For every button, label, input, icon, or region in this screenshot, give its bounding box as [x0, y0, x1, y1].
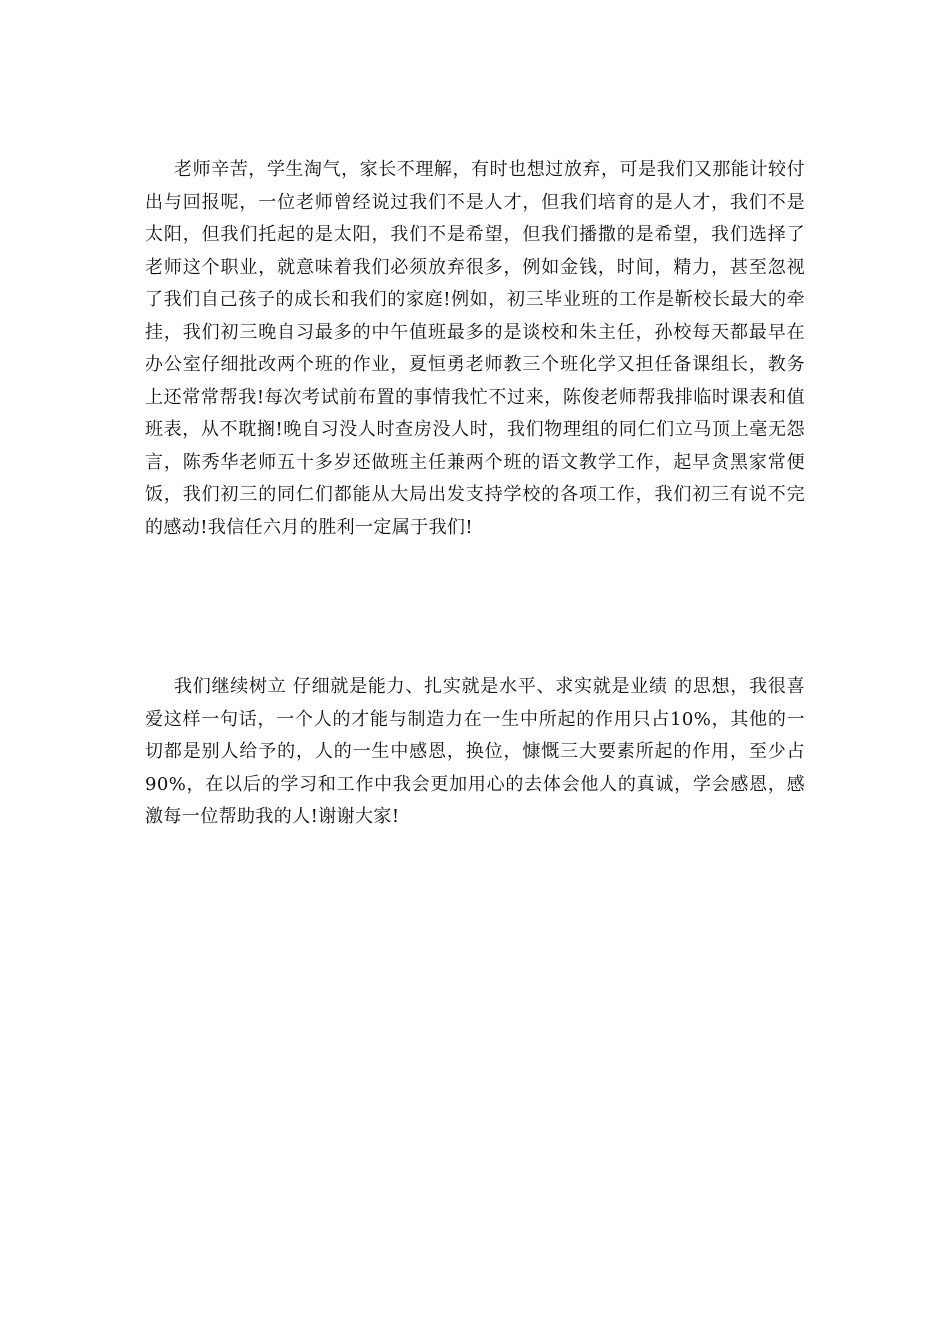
- paragraph-gratitude-closing: 我们继续树立 仔细就是能力、扎实就是水平、求实就是业绩 的思想，我很喜爱这样一句话，一个人的才能与制造力在一生中所起的作用只占10%，其他的一切都是别人给予的，人的一生中感恩，换位，慷慨三大要素所起的作用，至少占90%，在以后的学习和工作中我会更加用心的去体会他人的真诚，学会感恩，感激每一位帮助我的人!谢谢大家!: [145, 676, 805, 827]
- paragraph-teacher-dedication: 老师辛苦，学生淘气，家长不理解，有时也想过放弃，可是我们又那能计较付出与回报呢，一位老师曾经说过我们不是人才，但我们培育的是人才，我们不是太阳，但我们托起的是太阳，我们不是希望，但我们播撒的是希望，我们选择了老师这个职业，就意味着我们必须放弃很多，例如金钱，时间，精力，甚至忽视了我们自己孩子的成长和我们的家庭!例如，初三毕业班的工作是靳校长最大的牵挂，我们初三晚自习最多的中午值班最多的是谈校和朱主任，孙校每天都最早在办公室仔细批改两个班的作业，夏恒勇老师教三个班化学又担任备课组长，教务上还常常帮我!每次考试前布置的事情我忙不过来，陈俊老师帮我排临时课表和值班表，从不耽搁!晚自习没人时查房没人时，我们物理组的同仁们立马顶上毫无怨言，陈秀华老师五十多岁还做班主任兼两个班的语文教学工作，起早贪黑家常便饭，我们初三的同仁们都能从大局出发支持学校的各项工作，我们初三有说不完的感动!我信任六月的胜利一定属于我们!: [145, 159, 805, 538]
